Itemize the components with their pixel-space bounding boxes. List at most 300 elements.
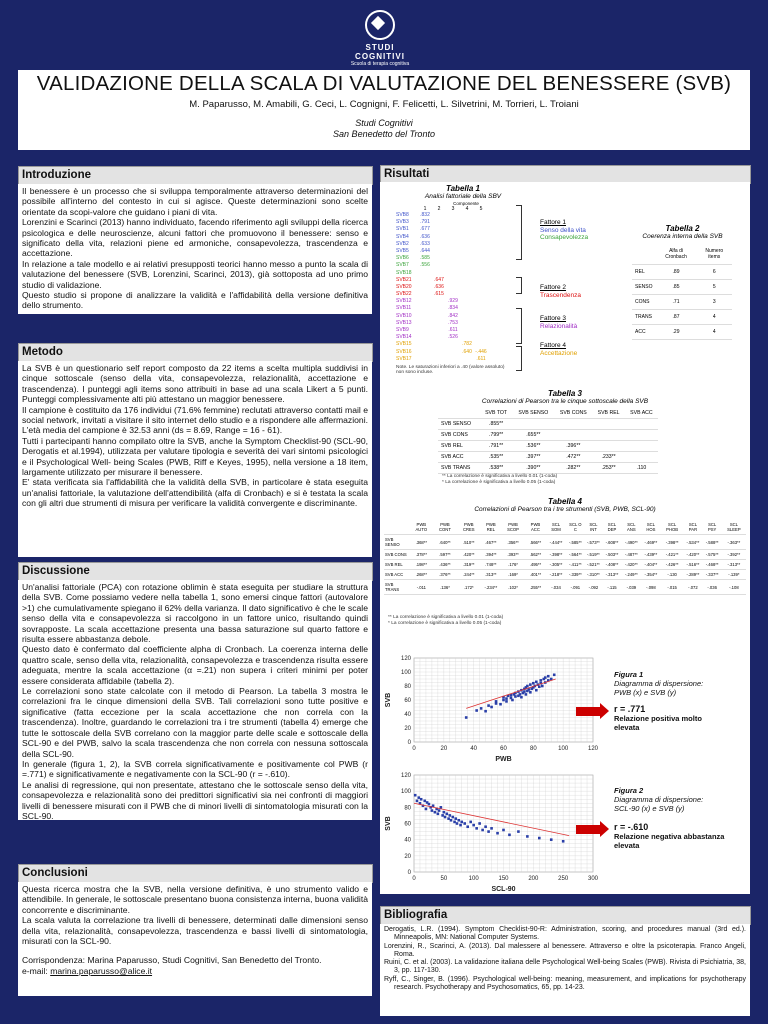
logo-line2: COGNITIVI	[355, 52, 405, 61]
table4-cell: -.420**	[622, 560, 641, 570]
table4-cell: -.011	[410, 580, 433, 595]
table3-col-header: SVB REL	[592, 408, 624, 419]
table4-cell: .510**	[457, 535, 481, 550]
data-point	[520, 696, 523, 699]
table4-cell: -.487**	[622, 550, 641, 560]
authors: M. Paparusso, M. Amabili, G. Ceci, L. Cognigni, F. Felicetti, L. Silvetrini, M. Torrieri, L. Troiani	[189, 99, 579, 110]
table4-cell: .467**	[481, 535, 501, 550]
data-point	[454, 817, 457, 820]
figure2-note1: Relazione negativa abbastanza	[614, 832, 725, 841]
table4-cell: .401**	[525, 570, 546, 580]
table1-cell: .615	[434, 291, 444, 298]
discussione-paragraph: Questo dato è confermato dal coefficiente alpha di Cronbach. La coerenza interna delle quattro scale, senso della vita, relazionalità, consapevolezza e trascendenza risulta essere adeguata, mentre la scala accettazione (α =.21) non supera i criteri minimi per poter essere considerata affidabile (tabella 2).	[22, 644, 368, 686]
table4-cell: -.363**	[722, 535, 746, 550]
data-point	[547, 675, 550, 678]
table3-cell: .233**	[592, 452, 624, 463]
data-point	[478, 822, 481, 825]
table2-cell: ACC	[632, 325, 656, 340]
x-tick-label: 200	[528, 876, 539, 882]
factor-brace-icon	[516, 308, 522, 344]
data-point	[495, 700, 498, 703]
table1-cell	[432, 334, 446, 341]
factor-title: Fattore 4	[540, 342, 567, 349]
data-point	[431, 809, 434, 812]
table4-cell: .566**	[525, 535, 546, 550]
table3-cell	[625, 441, 658, 452]
table2-cell: 6	[697, 265, 732, 280]
table4-cell: .562**	[525, 550, 546, 560]
table4-cell: -.130	[661, 570, 684, 580]
table3-cell: .535**	[480, 452, 513, 463]
table3-cell	[554, 419, 592, 430]
table4-row	[384, 580, 746, 595]
data-point	[447, 817, 450, 820]
y-tick-label: 120	[400, 773, 411, 779]
table4-cell: -.469**	[641, 535, 661, 550]
x-tick-label: 300	[587, 876, 599, 882]
table1-item: SVB16	[396, 348, 412, 355]
table1-cell: .753	[448, 319, 458, 326]
discussione-body	[18, 580, 372, 820]
table1-cell	[418, 277, 432, 284]
data-point	[463, 822, 466, 825]
table4-cell: .376**	[433, 570, 457, 580]
table1-cell: .633	[420, 240, 430, 247]
table1-row	[396, 241, 536, 248]
table1-cell	[446, 349, 460, 356]
table1-cell	[460, 313, 474, 320]
logo-mark-icon	[365, 10, 395, 40]
y-tick-label: 20	[404, 853, 411, 860]
table4-col-header: PWB AUTO	[410, 520, 433, 535]
data-point	[425, 808, 428, 811]
table1-cell	[432, 349, 446, 356]
table1-rows	[396, 212, 536, 363]
table1-cell	[474, 305, 488, 312]
table3-header	[440, 389, 690, 405]
data-point	[538, 685, 541, 688]
table1-row	[396, 334, 536, 341]
data-point	[529, 691, 532, 694]
data-point	[459, 824, 462, 827]
table3-cell: .538**	[480, 463, 513, 474]
data-point	[484, 710, 487, 713]
table1-cell	[460, 277, 474, 284]
table4-cell: -.398**	[546, 550, 566, 560]
table1-cell	[446, 234, 460, 241]
metodo-body	[18, 361, 372, 557]
figure1-desc2: PWB (x) e SVB (y)	[614, 688, 677, 697]
metodo-paragraph: La SVB è un questionario self report composto da 22 items a scelta multipla suddivisi in cinque sottoscale (senso della vita, consapevolezza, relazionalità, accettazione e trascendenza). I punteggi agli items sono attribuiti in base ad una scala Likert a 5 punti. Punteggi complessivamente alti più attestano un maggior benessere.	[22, 363, 368, 405]
table1-item: SVB14	[396, 334, 412, 341]
table1-row	[396, 356, 536, 363]
table4-col-header: SCL ANS	[622, 520, 641, 535]
discussione-paragraph: In generale (figura 1, 2), la SVB correla significativamente e positivamente col PWB (r =.771) e significativamente e negativamente con la SCL-90 (r = -.610).	[22, 758, 368, 780]
y-axis-label: SVB	[385, 692, 392, 708]
table1-cell: .636	[434, 283, 444, 290]
table1-row	[396, 255, 536, 262]
table3-cell: SVB TRANS	[438, 463, 480, 474]
table4-header-row	[384, 520, 746, 535]
table3-cell: .390**	[512, 463, 554, 474]
table3-cell: .110	[625, 463, 658, 474]
table1-cell	[474, 313, 488, 320]
figure1-title: Figura 1	[614, 670, 644, 679]
table2-header-row	[632, 244, 732, 265]
table3-cell: .397**	[512, 452, 554, 463]
table1-cell	[474, 248, 488, 255]
table1-cell	[460, 219, 474, 226]
y-tick-label: 0	[407, 870, 411, 876]
table2-cell: .87	[656, 310, 697, 325]
intro-heading: Introduzione	[18, 166, 373, 185]
table3-cell: .855**	[480, 419, 513, 430]
figure2-result	[614, 822, 724, 850]
x-tick-label: 250	[558, 876, 569, 882]
table1-row	[396, 341, 536, 348]
table1-cell	[446, 341, 460, 348]
table1-cell	[446, 284, 460, 291]
data-point	[441, 814, 444, 817]
table1-cell	[460, 284, 474, 291]
table4-header	[440, 497, 690, 513]
data-point	[460, 821, 463, 824]
table1-cell	[474, 255, 488, 262]
data-point	[446, 813, 449, 816]
table4-cell: -.354**	[641, 570, 661, 580]
data-point	[487, 830, 490, 833]
data-point	[535, 681, 538, 684]
table4-row	[384, 535, 746, 550]
bibliografia-body	[380, 924, 750, 1016]
data-point	[528, 688, 531, 691]
table1-cell	[432, 219, 446, 226]
table1-cell	[474, 277, 488, 284]
table4-cell: .748**	[481, 560, 501, 570]
table4-cell: .378**	[410, 550, 433, 560]
table1-cell: .611	[476, 355, 486, 362]
table2-col-header: Alfa di Cronbach	[656, 244, 697, 265]
table1-row	[396, 305, 536, 312]
table3-row	[438, 452, 658, 463]
table4-cell: .313**	[481, 570, 501, 580]
y-tick-label: 20	[404, 726, 411, 732]
figure2-desc1: Diagramma di dispersione:	[614, 795, 704, 804]
data-point	[526, 685, 529, 688]
table3-cell: SVB SENSO	[438, 419, 480, 430]
data-point	[434, 811, 437, 814]
table1-cell: .832	[420, 212, 430, 218]
table3-col-header: SVB TOT	[480, 408, 513, 419]
table1-item: SVB18	[396, 269, 412, 276]
table1-row	[396, 320, 536, 327]
factor-label	[540, 342, 577, 357]
figure1-arrow-icon	[576, 707, 600, 716]
table4-cell: .198**	[410, 560, 433, 570]
table4-col-header: SCL DEP	[602, 520, 621, 535]
factor-title: Fattore 1	[540, 219, 567, 226]
data-point	[420, 798, 423, 801]
data-point	[541, 685, 544, 688]
table3-cell	[592, 441, 624, 452]
table4-cell: .319**	[457, 560, 481, 570]
table1-cell	[418, 284, 432, 291]
table4-cell: -.115	[602, 580, 621, 595]
data-point	[499, 703, 502, 706]
table2-cell: .89	[656, 265, 697, 280]
table1-cell	[418, 327, 432, 334]
table3-cell	[592, 419, 624, 430]
factor-subscale: Accettazione	[540, 349, 578, 357]
factor-label	[540, 315, 577, 330]
table1-cell	[432, 226, 446, 233]
table4-cell: -.444**	[546, 535, 566, 550]
table1-cell	[474, 334, 488, 341]
data-point	[456, 822, 459, 825]
data-point	[544, 676, 547, 679]
table1-row	[396, 277, 536, 284]
table1-cell	[474, 219, 488, 226]
table1-col-header: 5	[479, 206, 483, 212]
table1-cell: .834	[448, 305, 458, 312]
table1-cell: .636	[420, 233, 430, 240]
y-tick-label: 100	[400, 670, 411, 676]
factor-title: Fattore 2	[540, 284, 567, 291]
data-point	[451, 816, 454, 819]
table4-cell: SVB REL	[384, 560, 410, 570]
table3-col-header: SVB ACC	[625, 408, 658, 419]
table1-cell	[474, 320, 488, 327]
table1-cell	[446, 255, 460, 262]
figure2-note2: elevata	[614, 841, 640, 850]
table1-cell	[460, 226, 474, 233]
table4-cell: -.313**	[602, 570, 621, 580]
table3-cell: SVB CONS	[438, 430, 480, 441]
data-point	[529, 683, 532, 686]
table3-col-header: SVB SENSO	[512, 408, 554, 419]
table1-cell	[460, 320, 474, 327]
table4-cell: -.516**	[683, 560, 702, 570]
logo-tagline: Scuola di terapia cognitiva	[350, 61, 410, 67]
affiliation-line2: San Benedetto del Tronto	[333, 129, 435, 139]
table1-cell	[460, 248, 474, 255]
table2-cell: 3	[697, 295, 732, 310]
table1-cell: .556	[420, 262, 430, 269]
table1-cell	[474, 298, 488, 305]
table1-col-header: 1	[423, 206, 427, 212]
table1-col-header: 3	[451, 206, 455, 212]
table1-cell	[418, 320, 432, 327]
x-tick-label: 40	[470, 746, 478, 752]
table4-cell: .420**	[457, 550, 481, 560]
table1-title: Tabella 1	[446, 184, 480, 193]
table4-col-header: SCL PSY	[703, 520, 722, 535]
table1-cell	[446, 356, 460, 363]
table4-cell: -.490**	[622, 535, 641, 550]
data-point	[450, 819, 453, 822]
table1-col-header: 2	[437, 206, 441, 212]
table1-item: SVB5	[396, 247, 409, 254]
table3-cell: SVB REL	[438, 441, 480, 452]
table1-row	[396, 226, 536, 233]
data-point	[484, 825, 487, 828]
logo-line1: STUDI	[365, 43, 395, 52]
table1-cell: .677	[420, 226, 430, 233]
risultati-panel	[380, 182, 750, 894]
data-point	[444, 816, 447, 819]
figure2-desc2: SCL-90 (x) e SVB (y)	[614, 804, 685, 813]
figure1-scatter	[380, 652, 605, 764]
table2-col-header: Numero items	[697, 244, 732, 265]
figure1-note2: elevata	[614, 723, 640, 732]
table1-cell	[432, 320, 446, 327]
table1-cell	[432, 341, 446, 348]
table4-col-header: SCL PAR	[683, 520, 702, 535]
table4-cell: -.503**	[602, 550, 621, 560]
table4-col-header: SCL SLEEP	[722, 520, 746, 535]
table4-cell: -.339**	[566, 570, 584, 580]
table1-cell	[432, 212, 446, 219]
table1-cell	[432, 327, 446, 334]
factor-label	[540, 219, 588, 242]
x-tick-label: 150	[498, 876, 509, 882]
data-point	[526, 835, 529, 838]
table4-cell: .255**	[525, 580, 546, 595]
table4-col-header: PWB CRES	[457, 520, 481, 535]
reference-item: Lorenzini, R., Scarinci, A. (2013). Dal malessere al benessere. Attraverso e oltre la psicoterapia. Franco Angeli, Roma.	[384, 942, 746, 958]
table4-cell: -.408**	[602, 560, 621, 570]
table1-item: SVB22	[396, 291, 412, 298]
table1-cell	[446, 291, 460, 298]
contact-line: Corrispondenza: Marina Paparusso, Studi Cognitivi, San Benedetto del Tronto.	[22, 955, 322, 966]
factor-subscale: Trascendenza	[540, 291, 581, 299]
figure1-desc1: Diagramma di dispersione:	[614, 679, 704, 688]
table1-cell	[446, 219, 460, 226]
table3-row	[438, 419, 658, 430]
table1-cell	[460, 255, 474, 262]
factor-title: Fattore 3	[540, 315, 567, 322]
table1-cell	[418, 305, 432, 312]
table3-cell	[554, 430, 592, 441]
table1-item: SVB13	[396, 319, 412, 326]
data-point	[453, 821, 456, 824]
table1-cell	[418, 349, 432, 356]
table1-item: SVB9	[396, 327, 409, 333]
table4-row	[384, 570, 746, 580]
table1-cell: .647	[434, 276, 444, 283]
data-point	[523, 690, 526, 693]
table2-cell: .85	[656, 280, 697, 295]
table1-cell	[474, 212, 488, 219]
data-point	[517, 830, 520, 833]
table1-item: SVB3	[396, 219, 409, 226]
table4-cell: -.564**	[566, 550, 584, 560]
metodo-paragraph: Il campione è costituito da 176 individui (71.6% femmine) reclutati attraverso contatti mail e social network, invitati a visitare il sito internet dello studio e a rispondere alle affermazioni. L'età media del campione è 32.53 anni (ds = 8.69, Range = 16 - 61).	[22, 404, 368, 436]
data-point	[514, 695, 517, 698]
table3-note2: * La correlazione è significativa a livello 0.05 (1-coda)	[442, 480, 556, 485]
table3-cell: .282**	[554, 463, 592, 474]
intro-paragraph: In relazione a tale modello e ai relativi presupposti teorici hanno messo a punto la scala di valutazione del benessere (SVB, Lorenzini, Scarinci, 2013), già sottoposta ad uno primo studio di validazione.	[22, 258, 368, 290]
intro-body	[18, 184, 372, 314]
data-point	[449, 814, 452, 817]
table1-cell	[460, 334, 474, 341]
table4-cell: SVB SENSO	[384, 535, 410, 550]
table3-cell: .799**	[480, 430, 513, 441]
table4-cell: -.098	[641, 580, 661, 595]
table1-cell	[474, 262, 488, 269]
table1-col-header: 4	[465, 206, 469, 212]
table1-cell	[474, 327, 488, 334]
table1-cell: .585	[420, 255, 430, 262]
email-link[interactable]: marina.paparusso@alice.it	[50, 965, 153, 976]
factor-brace-icon	[516, 346, 522, 371]
table4-cell: .436**	[433, 560, 457, 570]
y-tick-label: 40	[404, 837, 411, 844]
table4-cell: -.404**	[641, 560, 661, 570]
table4-cell: .394**	[481, 550, 501, 560]
figure1-result	[614, 704, 702, 732]
table4-row	[384, 550, 746, 560]
table4-cell: -.608**	[602, 535, 621, 550]
table3-cell: .791**	[480, 441, 513, 452]
table4-col-header	[384, 520, 410, 535]
table1-row	[396, 284, 536, 291]
table1-cell	[474, 226, 488, 233]
table1-item: SVB6	[396, 255, 409, 262]
table1-row	[396, 212, 536, 219]
data-point	[505, 700, 508, 703]
data-point	[480, 707, 483, 710]
data-point	[428, 803, 431, 806]
table1-cell	[446, 262, 460, 269]
table1-cell	[418, 356, 432, 363]
table1-cell	[432, 270, 446, 277]
affiliation	[18, 118, 750, 140]
data-point	[437, 813, 440, 816]
data-point	[475, 827, 478, 830]
table4-row	[384, 560, 746, 570]
table4-cell: -.519**	[585, 550, 603, 560]
table1-row	[396, 291, 536, 298]
table3-cell: .536**	[512, 441, 554, 452]
table4-col-header: PWB REL	[481, 520, 501, 535]
figure2-title: Figura 2	[614, 786, 644, 795]
table4-cell: -.421**	[661, 550, 684, 560]
discussione-paragraph: Le analisi di regressione, qui non presentate, attestano che le sottoscale senso della vita, consapevolezza e relazionalità sono dei predittori significativi sia nei confronti di maggiori livelli di benessere misurati con il PWB che di minori livelli di sintomatologia misurati con la SCL-90.	[22, 779, 368, 821]
table1-cell	[474, 234, 488, 241]
y-tick-label: 100	[400, 789, 411, 796]
table3-col-header: SVB CONS	[554, 408, 592, 419]
y-tick-label: 60	[404, 698, 411, 704]
data-point	[505, 697, 508, 700]
table4-cell: -.249**	[622, 570, 641, 580]
table1-item: SVB2	[396, 240, 409, 247]
data-point	[443, 811, 446, 814]
email-label: e-mail:	[22, 965, 51, 976]
table1-cell	[460, 234, 474, 241]
table4-subtitle: Correlazioni di Pearson tra i tre strumenti (SVB, PWB, SCL-90)	[474, 506, 656, 513]
table4-cell: .172*	[457, 580, 481, 595]
table1-note: Note. Le saturazioni inferiori a .40 (valore assoluto) non sono incluse.	[396, 364, 505, 375]
table1-item: SVB12	[396, 298, 412, 305]
data-point	[423, 800, 426, 803]
x-tick-label: 80	[529, 746, 537, 752]
affiliation-line1: Studi Cognitivi	[355, 118, 413, 128]
table3-subtitle: Correlazioni di Pearson tra le cinque sottoscale della SVB	[481, 398, 649, 405]
intro-paragraph: Il benessere è un processo che si sviluppa temporalmente attraverso determinazioni del possibile all'interno del contesto in cui si agisce. Queste determinazioni sono scelte orientate da scopi-valore che guidano i piani di vita.	[22, 186, 368, 217]
table4-cell: -.015	[661, 580, 684, 595]
y-tick-label: 60	[404, 821, 411, 828]
